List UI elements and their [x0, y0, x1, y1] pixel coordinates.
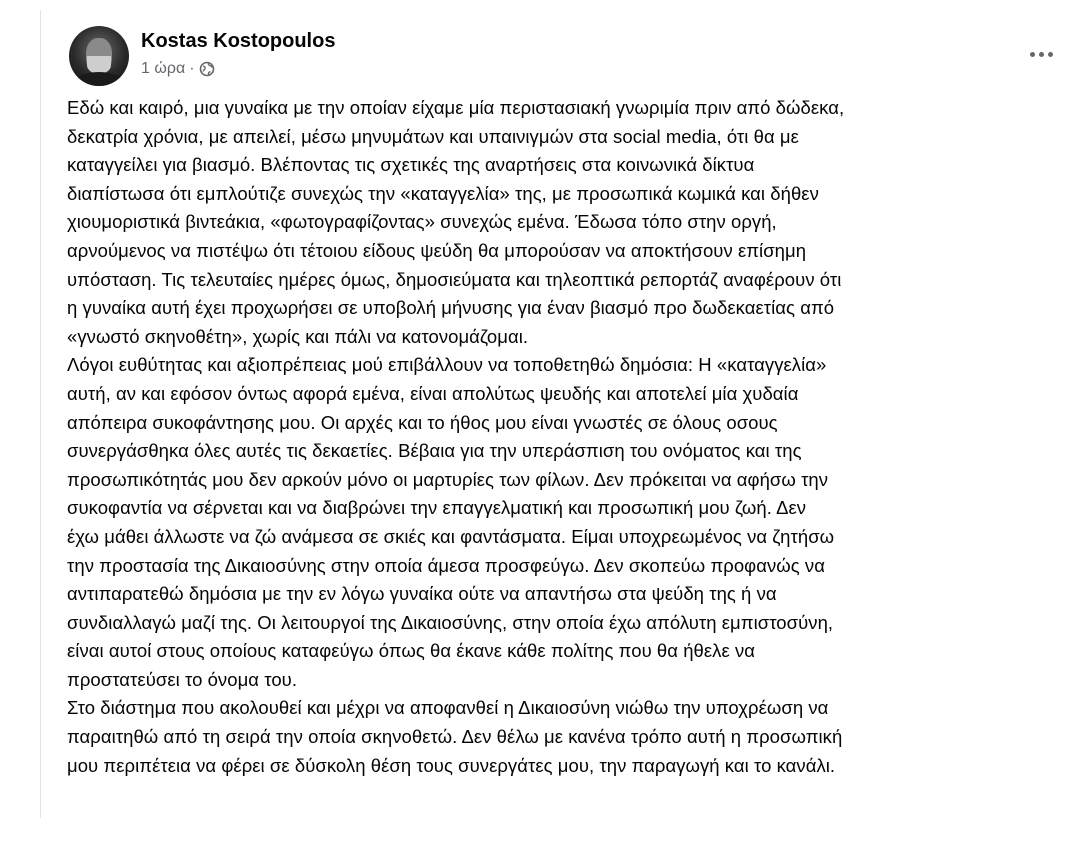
post-timestamp[interactable]: 1 ώρα — [141, 60, 186, 77]
avatar[interactable] — [69, 26, 129, 86]
post-text-line: Εδώ και καιρό, μια γυναίκα με την οποίαν είχαμε μία περιστασιακή γνωριμία πριν από δώδεκα, — [67, 97, 845, 118]
facebook-post — [40, 10, 1071, 818]
post-text-line: προσωπικότητάς μου δεν αρκούν μόνο οι μαρτυρίες των φίλων. Δεν πρόκειται να αφήσω την — [67, 468, 829, 490]
post-header — [69, 20, 1059, 84]
post-text-line: παραιτηθώ από τη σειρά την οποία σκηνοθετώ. Δεν θέλω με κανένα τρόπο αυτή η προσωπική — [67, 726, 843, 748]
post-text-line: η γυναίκα αυτή έχει προχωρήσει σε υποβολή μήνυσης για έναν βιασμό προ δωδεκαετίας από — [67, 297, 835, 319]
post-text-line: «γνωστό σκηνοθέτη», χωρίς και πάλι να κατονομάζομαι. — [67, 325, 529, 347]
post-text-line: διαπίστωσα ότι εμπλούτιζε συνεχώς την «καταγγελία» της, με προσωπικά κωμικά και δήθεν — [67, 182, 819, 204]
more-dot — [1048, 52, 1053, 57]
post-text-line: μου περιπέτεια να φέρει σε δύσκολη θέση τους συνεργάτες μου, την παραγωγή και το κανάλι. — [67, 754, 836, 776]
more-horizontal-icon — [1030, 52, 1035, 57]
meta-separator: · — [189, 60, 195, 77]
post-text-line: δεκατρία χρόνια, με απειλεί, μέσω μηνυμάτων και υπαινιγμών στα social media, ότι θα με — [67, 125, 799, 147]
post-text-line: Στο διάστημα που ακολουθεί και μέχρι να αποφανθεί η Δικαιοσύνη νιώθω την υποχρέωση να — [67, 697, 829, 719]
more-options-button[interactable] — [1023, 42, 1059, 66]
post-text-line: καταγγείλει για βιασμό. Βλέποντας τις σχετικές της αναρτήσεις στα κοινωνικά δίκτυα — [67, 154, 755, 176]
post-meta — [141, 60, 215, 78]
post-text-line: χιουμοριστικά βιντεάκια, «φωτογραφίζοντας» συνεχώς εμένα. Έδωσα τόπο στην οργή, — [67, 211, 777, 233]
post-text-line: αυτή, αν και εφόσον όντως αφορά εμένα, είναι απολύτως ψευδής και αποτελεί μία χυδαία — [67, 382, 799, 404]
post-text-line: Λόγοι ευθύτητας και αξιοπρέπειας μού επιβάλλουν να τοποθετηθώ δημόσια: Η «καταγγελία» — [67, 354, 827, 376]
post-text-line: συνδιαλλαγώ μαζί της. Οι λειτουργοί της Δικαιοσύνης, στην οποία έχω απόλυτη εμπιστοσύνη, — [67, 611, 834, 633]
post-text-line: απόπειρα συκοφάντησης μου. Οι αρχές και το ήθος μου είναι γνωστές σε όλους οσους — [67, 411, 778, 433]
post-text-line: αρνούμενος να πιστέψω ότι τέτοιου είδους ψεύδη θα μπορούσαν να αποκτήσουν επίσημη — [67, 239, 807, 261]
post-text-line: έχω μάθει άλλωστε να ζώ ανάμεσα σε σκιές και φαντάσματα. Είμαι υποχρεωμένος να ζητήσω — [67, 525, 835, 547]
post-text-line: προστατεύσει το όνομα του. — [67, 668, 298, 690]
post-text-line: την προστασία της Δικαιοσύνης στην οποία άμεσα προσφεύγω. Δεν σκοπεύω προφανώς να — [67, 554, 825, 576]
avatar-shoulders — [73, 72, 125, 86]
globe-icon[interactable] — [199, 61, 215, 77]
post-text-line: υπόσταση. Τις τελευταίες ημέρες όμως, δημοσιεύματα και τηλεοπτικά ρεπορτάζ αναφέρουν ότι — [67, 268, 842, 290]
post-text — [67, 94, 1067, 780]
post-text-line: συνεργάσθηκα όλες αυτές τις δεκαετίες. Βέβαια για την υπεράσπιση του ονόματος και της — [67, 440, 802, 462]
author-name[interactable]: Kostas Kostopoulos — [141, 30, 336, 52]
post-text-line: είναι αυτοί στους οποίους καταφεύγω όπως θα έκανε κάθε πολίτης που θα ήθελε να — [67, 640, 756, 662]
post-text-line: συκοφαντία να σέρνεται και να διαβρώνει την επαγγελματική και προσωπική μου ζωή. Δεν — [67, 497, 807, 519]
more-dot — [1039, 52, 1044, 57]
post-text-line: αντιπαρατεθώ δημόσια με την εν λόγω γυναίκα ούτε να απαντήσω στα ψεύδη της ή να — [67, 583, 777, 605]
